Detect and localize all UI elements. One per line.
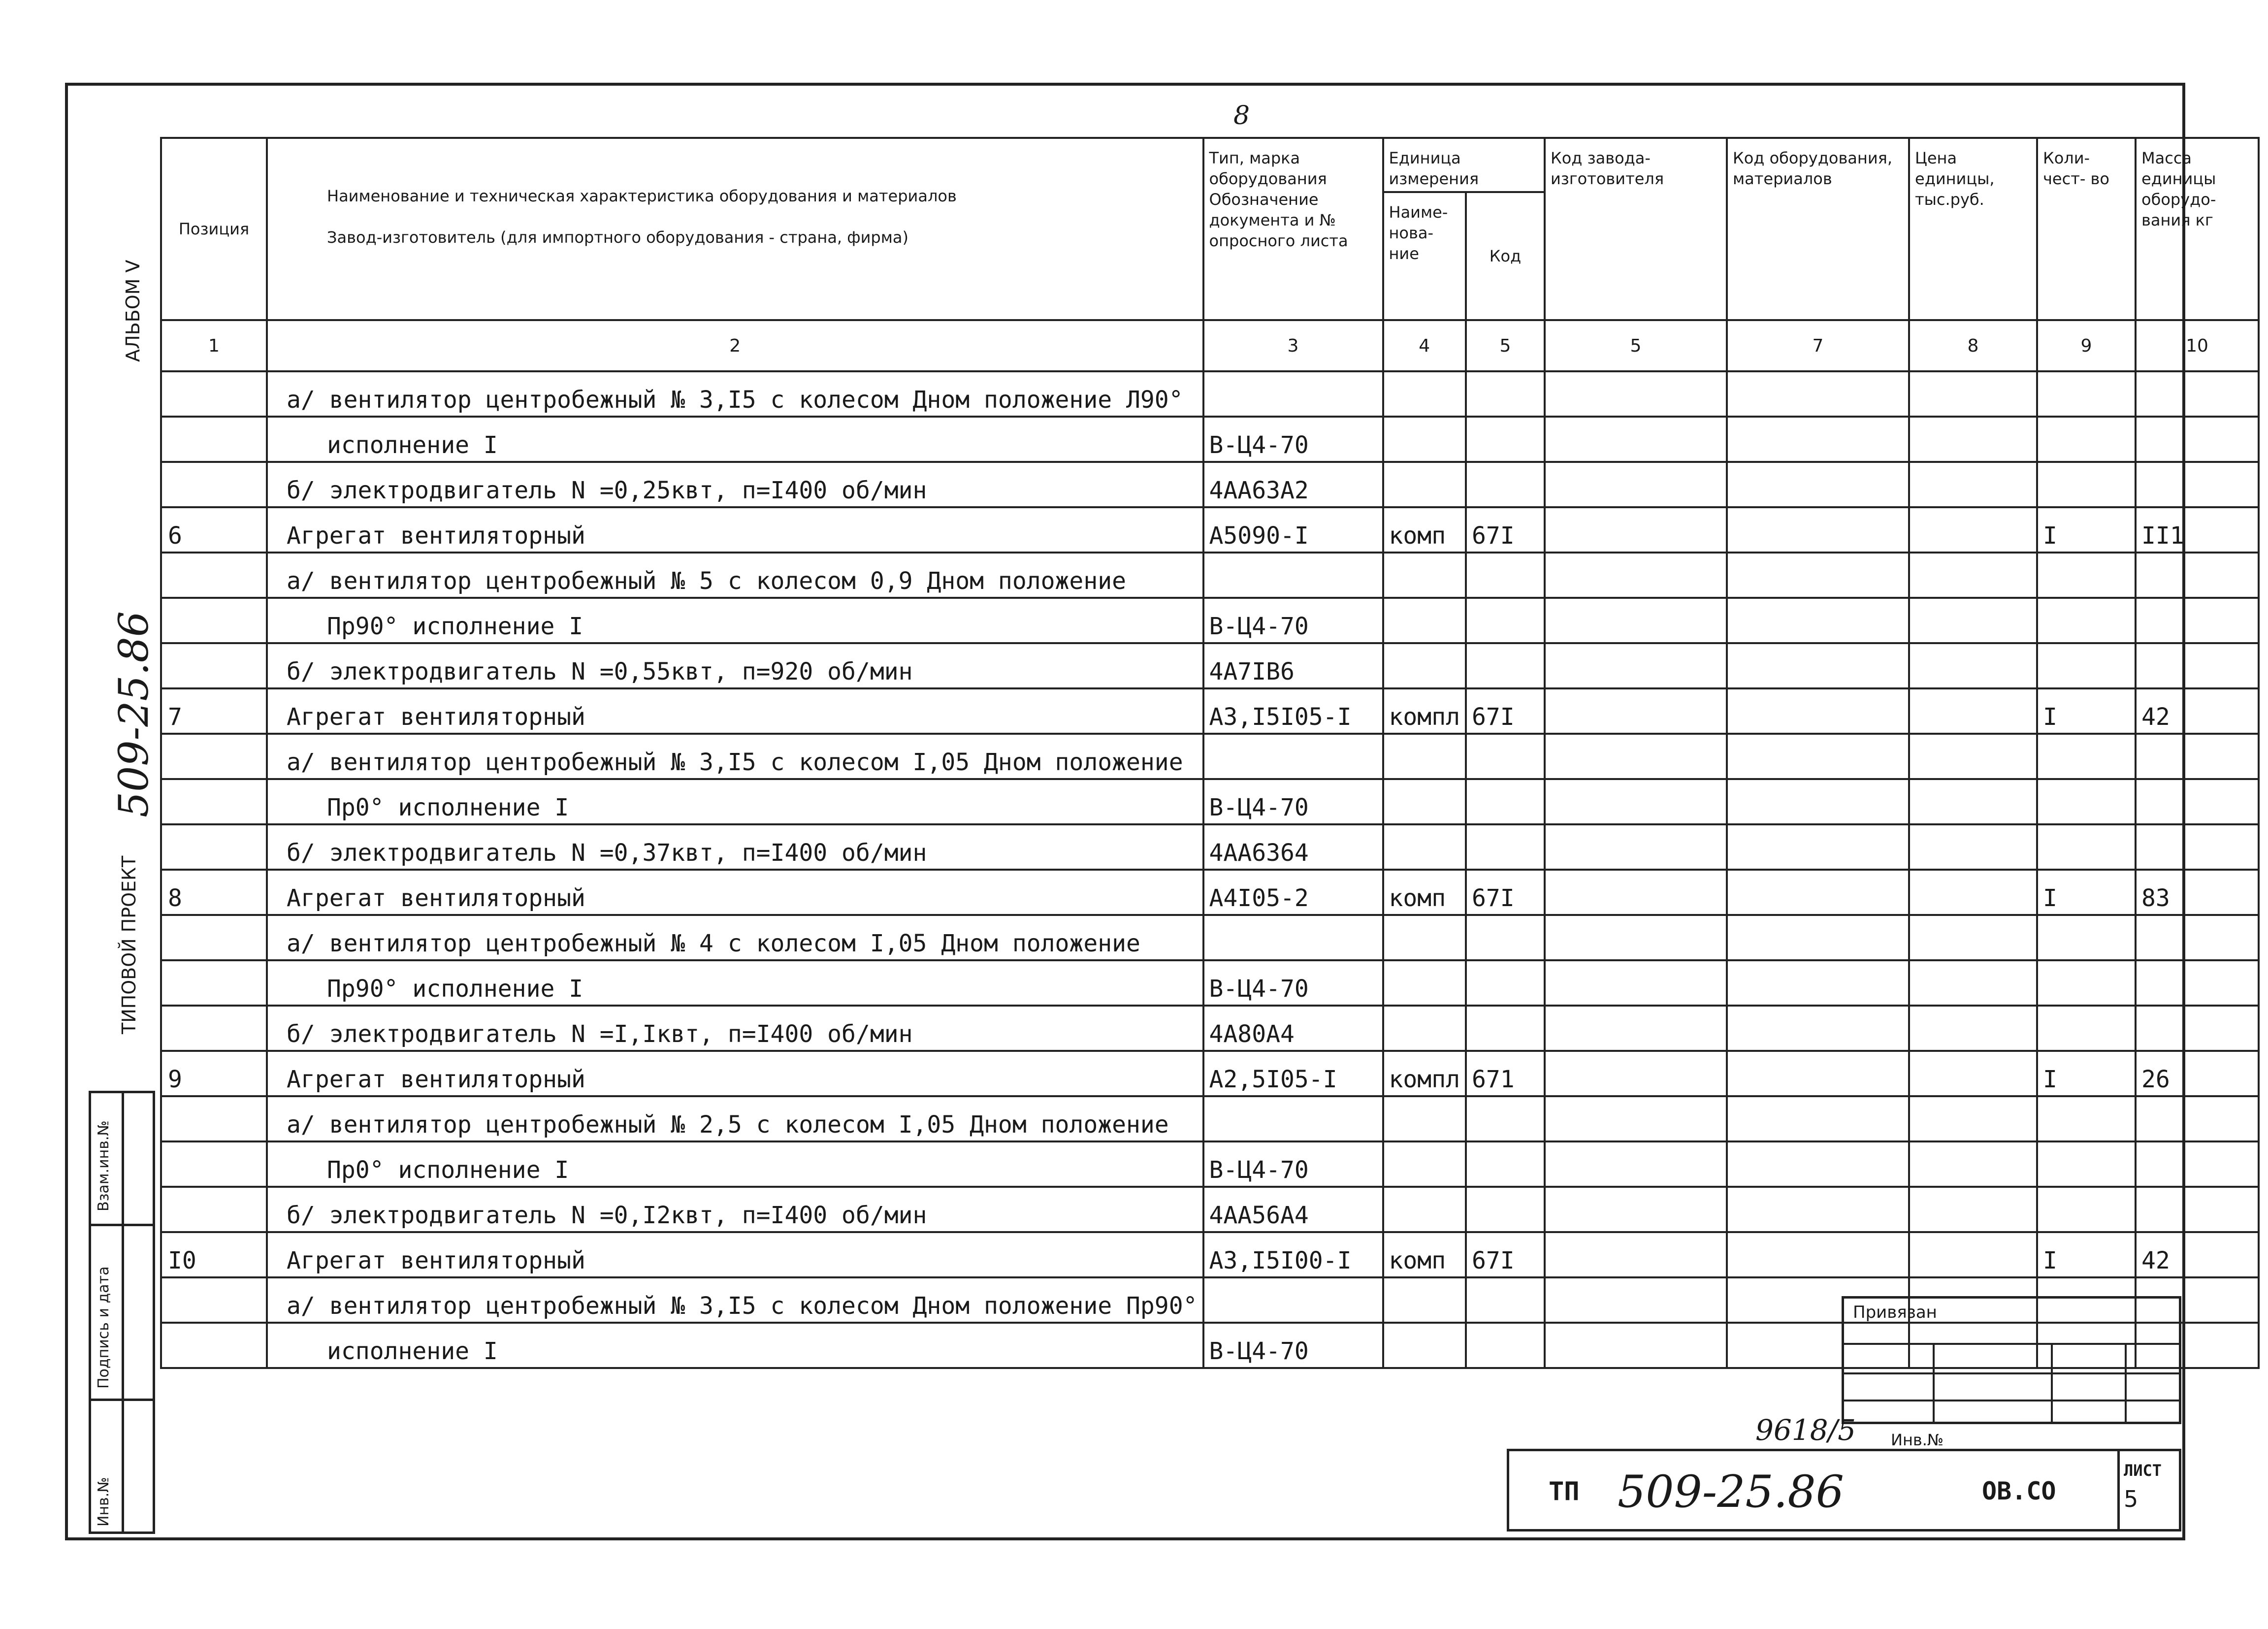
row-factory-code [1545,915,1727,960]
header-name-line1: Наименование и техническая характеристика оборудования и материалов [327,187,957,205]
row-price [1909,1232,2037,1277]
row-price [1909,824,2037,870]
row-quantity [2037,1006,2136,1051]
project-type-label: ТИПОВОЙ ПРОЕКТ [118,855,140,1034]
row-price [1909,1141,2037,1187]
row-quantity [2037,417,2136,462]
binding-grid-line [1844,1400,2179,1401]
row-factory-code [1545,1051,1727,1096]
row-position [161,553,267,598]
row-quantity: I [2037,688,2136,734]
row-type: А3,I5I05-I [1203,688,1383,734]
row-equipment-code [1727,870,1909,915]
row-unit-name [1383,553,1466,598]
row-description: а/ вентилятор центробежный № 4 с колесом I,05 Дном положение [267,915,1203,960]
row-equipment-code [1727,1141,1909,1187]
row-price [1909,779,2037,824]
row-price [1909,371,2037,417]
row-description: Пр0° исполнение I [267,779,1203,824]
row-description: Агрегат вентиляторный [267,1051,1203,1096]
row-position: 6 [161,507,267,553]
row-mass: 42 [2136,1232,2259,1277]
row-unit-name [1383,462,1466,507]
tp-label: ТП [1549,1477,1580,1506]
row-factory-code [1545,1141,1727,1187]
binding-grid-line [1844,1343,2179,1345]
row-position: I0 [161,1232,267,1277]
project-code: 509-25.86 [1618,1466,1844,1518]
row-price [1909,598,2037,643]
header-price: Цена единицы, тыс.руб. [1909,138,2037,320]
row-type [1203,553,1383,598]
row-description: а/ вентилятор центробежный № 2,5 с колесом I,05 Дном положение [267,1096,1203,1141]
row-quantity [2037,915,2136,960]
row-mass [2136,1141,2259,1187]
row-position [161,1187,267,1232]
table-row [161,870,2259,915]
row-type: В-Ц4-70 [1203,417,1383,462]
row-type: А2,5I05-I [1203,1051,1383,1096]
row-type: В-Ц4-70 [1203,1323,1383,1368]
row-equipment-code [1727,1051,1909,1096]
row-factory-code [1545,371,1727,417]
row-unit-code [1466,417,1545,462]
row-type: А3,I5I00-I [1203,1232,1383,1277]
row-type: В-Ц4-70 [1203,1141,1383,1187]
row-unit-code [1466,598,1545,643]
row-description: Пр90° исполнение I [267,598,1203,643]
row-quantity: I [2037,870,2136,915]
column-number: 8 [1909,320,2037,371]
row-unit-name: компл [1383,1051,1466,1096]
row-unit-name: комп [1383,507,1466,553]
row-unit-code: 67I [1466,1232,1545,1277]
row-position [161,734,267,779]
header-name [267,138,1203,320]
row-position [161,824,267,870]
table-row [161,598,2259,643]
stamp-label-replace-inv: Взам.инв.№ [95,1120,112,1211]
row-unit-name [1383,1096,1466,1141]
column-number: 5 [1545,320,1727,371]
header-factory-code: Код завода- изготовителя [1545,138,1727,320]
column-number-row [161,320,2259,371]
row-unit-code [1466,1187,1545,1232]
header-equipment-code: Код оборудования, материалов [1727,138,1909,320]
row-unit-name: комп [1383,870,1466,915]
row-type [1203,1096,1383,1141]
row-position [161,1141,267,1187]
row-price [1909,1051,2037,1096]
header-unit: Единица измерения [1383,138,1545,192]
table-row [161,1187,2259,1232]
row-position [161,462,267,507]
row-factory-code [1545,507,1727,553]
row-factory-code [1545,688,1727,734]
stamp-label-signature-date: Подпись и дата [95,1266,112,1389]
row-mass [2136,1187,2259,1232]
row-equipment-code [1727,915,1909,960]
row-equipment-code [1727,1006,1909,1051]
row-quantity [2037,734,2136,779]
binding-label: Привязан [1853,1303,1937,1322]
row-price [1909,870,2037,915]
row-type: А5090-I [1203,507,1383,553]
table-row [161,779,2259,824]
row-unit-code: 671 [1466,1051,1545,1096]
sheet-label: ЛИСТ [2124,1461,2162,1480]
row-unit-name [1383,1277,1466,1323]
row-factory-code [1545,1232,1727,1277]
row-price [1909,960,2037,1006]
row-equipment-code [1727,1096,1909,1141]
row-equipment-code [1727,462,1909,507]
row-unit-code [1466,915,1545,960]
row-price [1909,688,2037,734]
row-quantity [2037,371,2136,417]
row-price [1909,1187,2037,1232]
specification-table [160,137,2260,1369]
row-equipment-code [1727,507,1909,553]
header-mass: Масса единицы оборудо- вания кг [2136,138,2259,320]
row-unit-name [1383,371,1466,417]
table-row [161,462,2259,507]
inventory-handwritten-number: 9618/5 [1755,1413,1856,1447]
row-unit-name: компл [1383,688,1466,734]
row-unit-code [1466,643,1545,688]
row-quantity [2037,553,2136,598]
row-mass [2136,1006,2259,1051]
row-mass [2136,734,2259,779]
table-row [161,417,2259,462]
row-position [161,915,267,960]
row-equipment-code [1727,824,1909,870]
row-equipment-code [1727,960,1909,1006]
row-mass: II1 [2136,507,2259,553]
row-price [1909,507,2037,553]
table-row [161,734,2259,779]
row-unit-code [1466,553,1545,598]
row-position [161,1277,267,1323]
row-quantity: I [2037,1232,2136,1277]
row-price [1909,734,2037,779]
page-number: 8 [1233,101,1250,130]
row-unit-name [1383,779,1466,824]
row-equipment-code [1727,1232,1909,1277]
row-factory-code [1545,598,1727,643]
row-type: 4А80А4 [1203,1006,1383,1051]
row-position [161,417,267,462]
row-position [161,960,267,1006]
table-row [161,1006,2259,1051]
row-unit-name [1383,824,1466,870]
row-unit-name [1383,1141,1466,1187]
row-unit-code [1466,824,1545,870]
row-description: Агрегат вентиляторный [267,688,1203,734]
row-description: б/ электродвигатель N =0,55квт, п=920 об/мин [267,643,1203,688]
row-mass: 83 [2136,870,2259,915]
sheet-number-block [2117,1449,2181,1531]
table-row [161,1051,2259,1096]
row-factory-code [1545,553,1727,598]
row-mass [2136,824,2259,870]
row-position [161,1006,267,1051]
table-row [161,643,2259,688]
row-factory-code [1545,1006,1727,1051]
row-type [1203,1277,1383,1323]
row-position: 9 [161,1051,267,1096]
row-type: 4АА56А4 [1203,1187,1383,1232]
row-price [1909,553,2037,598]
row-equipment-code [1727,643,1909,688]
row-factory-code [1545,643,1727,688]
column-number: 4 [1383,320,1466,371]
row-unit-code: 67I [1466,688,1545,734]
header-unit-code: Код [1466,192,1545,320]
row-unit-code [1466,1323,1545,1368]
table-row [161,507,2259,553]
row-quantity: I [2037,1051,2136,1096]
row-equipment-code [1727,779,1909,824]
row-mass: 42 [2136,688,2259,734]
row-unit-name: комп [1383,1232,1466,1277]
row-mass [2136,371,2259,417]
binding-grid-vline [2125,1343,2127,1422]
row-quantity [2037,960,2136,1006]
row-unit-name [1383,915,1466,960]
row-quantity [2037,779,2136,824]
table-row [161,553,2259,598]
row-type: В-Ц4-70 [1203,779,1383,824]
row-description: б/ электродвигатель N =I,Iквт, п=I400 об/мин [267,1006,1203,1051]
album-label: АЛЬБОМ V [122,260,144,362]
row-description: Агрегат вентиляторный [267,1232,1203,1277]
row-factory-code [1545,824,1727,870]
row-unit-name [1383,1006,1466,1051]
column-number: 5 [1466,320,1545,371]
row-unit-code [1466,371,1545,417]
table-row [161,688,2259,734]
sheet-code: ОВ.СО [1982,1477,2056,1505]
header-unit-name: Наиме- нова- ние [1383,192,1466,320]
row-position: 7 [161,688,267,734]
binding-grid-line [1844,1372,2179,1374]
row-type [1203,915,1383,960]
row-mass [2136,643,2259,688]
row-position [161,779,267,824]
side-project-number: 509-25.86 [111,611,158,817]
stamp-cell-line [91,1399,153,1401]
row-quantity [2037,1096,2136,1141]
row-factory-code [1545,1323,1727,1368]
row-unit-code [1466,734,1545,779]
table-row [161,915,2259,960]
row-equipment-code [1727,598,1909,643]
row-price [1909,1006,2037,1051]
row-unit-code [1466,960,1545,1006]
row-price [1909,1096,2037,1141]
header-type: Тип, марка оборудования Обозначение документа и № опросного листа [1203,138,1383,320]
column-number: 7 [1727,320,1909,371]
left-stamp-column [89,1091,155,1534]
row-position [161,598,267,643]
row-description: Агрегат вентиляторный [267,870,1203,915]
stamp-divider [122,1093,124,1531]
column-number: 1 [161,320,267,371]
row-unit-name [1383,643,1466,688]
column-number: 9 [2037,320,2136,371]
row-factory-code [1545,779,1727,824]
row-mass [2136,598,2259,643]
row-type: 4АА63А2 [1203,462,1383,507]
row-mass [2136,779,2259,824]
row-equipment-code [1727,371,1909,417]
row-quantity [2037,598,2136,643]
row-position [161,371,267,417]
table-row [161,824,2259,870]
row-position: 8 [161,870,267,915]
column-number: 10 [2136,320,2259,371]
row-description: б/ электродвигатель N =0,25квт, п=I400 об/мин [267,462,1203,507]
column-number: 3 [1203,320,1383,371]
row-type: 4АА6364 [1203,824,1383,870]
binding-block [1842,1296,2181,1424]
row-unit-name [1383,1187,1466,1232]
row-description: Пр0° исполнение I [267,1141,1203,1187]
row-mass [2136,915,2259,960]
row-description: а/ вентилятор центробежный № 3,I5 с колесом Дном положение Пр90° [267,1277,1203,1323]
row-description: а/ вентилятор центробежный № 5 с колесом 0,9 Дном положение [267,553,1203,598]
sheet-number: 5 [2124,1486,2138,1512]
row-factory-code [1545,462,1727,507]
row-factory-code [1545,1277,1727,1323]
row-factory-code [1545,1096,1727,1141]
header-quantity: Коли- чест- во [2037,138,2136,320]
header-name-line2: Завод-изготовитель (для импортного оборудования - страна, фирма) [327,228,908,247]
row-unit-code [1466,779,1545,824]
row-quantity [2037,1187,2136,1232]
row-factory-code [1545,960,1727,1006]
row-unit-name [1383,734,1466,779]
row-price [1909,417,2037,462]
row-position [161,1323,267,1368]
row-position [161,643,267,688]
row-unit-code [1466,1006,1545,1051]
row-mass [2136,417,2259,462]
row-quantity [2037,462,2136,507]
row-equipment-code [1727,417,1909,462]
title-block [1507,1449,2181,1531]
table-row [161,1096,2259,1141]
row-type [1203,371,1383,417]
row-unit-name [1383,417,1466,462]
row-quantity [2037,1141,2136,1187]
inventory-label: Инв.№ [1891,1431,1944,1449]
row-unit-code [1466,1277,1545,1323]
row-type: А4I05-2 [1203,870,1383,915]
row-price [1909,462,2037,507]
row-factory-code [1545,734,1727,779]
binding-grid-vline [2051,1343,2053,1422]
row-unit-name [1383,960,1466,1006]
row-factory-code [1545,870,1727,915]
row-mass [2136,1096,2259,1141]
column-number: 2 [267,320,1203,371]
row-type: В-Ц4-70 [1203,960,1383,1006]
row-quantity [2037,643,2136,688]
row-description: а/ вентилятор центробежный № 3,I5 с колесом I,05 Дном положение [267,734,1203,779]
row-quantity: I [2037,507,2136,553]
row-equipment-code [1727,1187,1909,1232]
row-mass [2136,553,2259,598]
row-factory-code [1545,417,1727,462]
header-position: Позиция [161,138,267,320]
row-equipment-code [1727,553,1909,598]
row-type: В-Ц4-70 [1203,598,1383,643]
row-equipment-code [1727,688,1909,734]
stamp-label-inv-no: Инв.№ [95,1477,112,1527]
row-type: 4А7IВ6 [1203,643,1383,688]
row-description: а/ вентилятор центробежный № 3,I5 с колесом Дном положение Л90° [267,371,1203,417]
row-unit-code: 67I [1466,870,1545,915]
row-description: Агрегат вентиляторный [267,507,1203,553]
row-position [161,1096,267,1141]
row-equipment-code [1727,734,1909,779]
table-row [161,1141,2259,1187]
table-row [161,1232,2259,1277]
table-row [161,960,2259,1006]
row-mass [2136,462,2259,507]
row-unit-code [1466,462,1545,507]
row-price [1909,915,2037,960]
row-unit-name [1383,598,1466,643]
row-mass: 26 [2136,1051,2259,1096]
table-row [161,371,2259,417]
row-factory-code [1545,1187,1727,1232]
row-description: Пр90° исполнение I [267,960,1203,1006]
row-description: исполнение I [267,1323,1203,1368]
row-unit-code: 67I [1466,507,1545,553]
row-description: б/ электродвигатель N =0,I2квт, п=I400 об/мин [267,1187,1203,1232]
stamp-cell-line [91,1224,153,1226]
row-unit-code [1466,1141,1545,1187]
row-type [1203,734,1383,779]
row-description: исполнение I [267,417,1203,462]
row-quantity [2037,824,2136,870]
binding-grid-vline [1933,1343,1935,1422]
row-unit-name [1383,1323,1466,1368]
row-price [1909,643,2037,688]
row-unit-code [1466,1096,1545,1141]
row-mass [2136,960,2259,1006]
row-description: б/ электродвигатель N =0,37квт, п=I400 об/мин [267,824,1203,870]
